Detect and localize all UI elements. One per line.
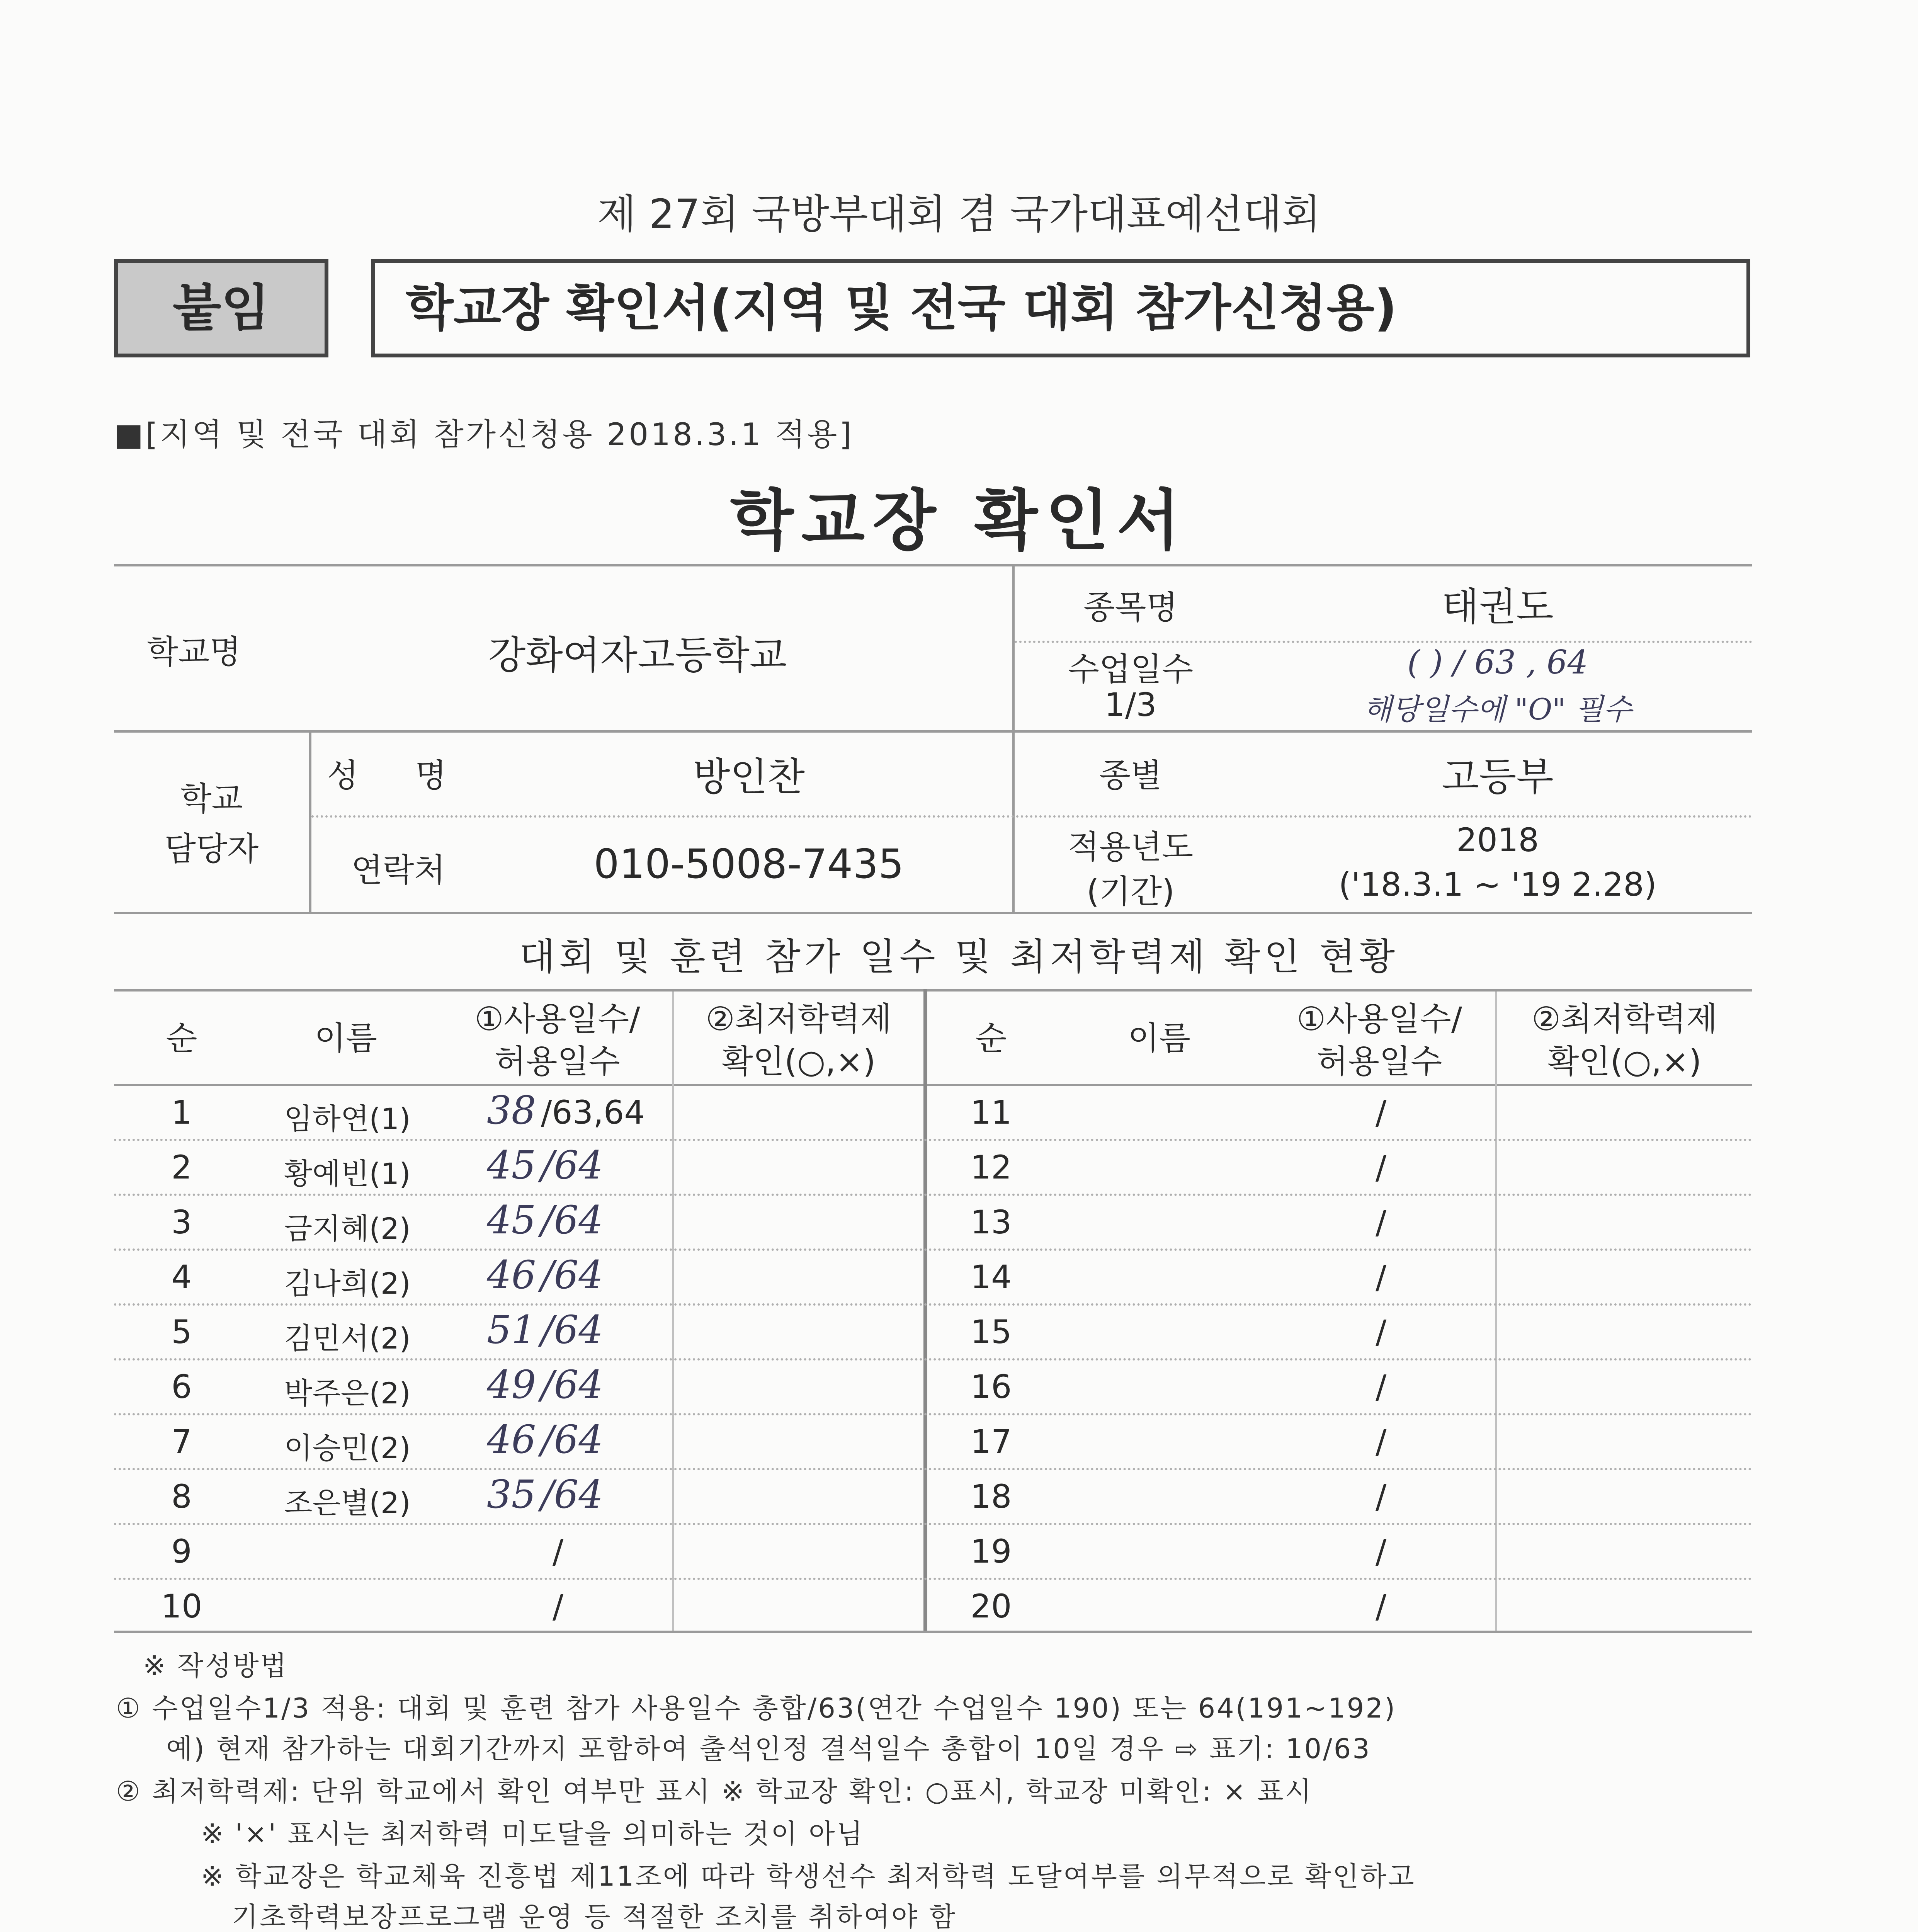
contact-phone-label: 연락처 bbox=[351, 851, 445, 889]
used-days: 49 bbox=[487, 1362, 536, 1407]
division-value: 고등부 bbox=[1442, 754, 1554, 799]
allowed-days: /64 bbox=[541, 1197, 603, 1243]
attachment-tag bbox=[114, 259, 328, 357]
allowed-days: / bbox=[1376, 1203, 1387, 1241]
note-heading: ※ 작성방법 bbox=[143, 1650, 288, 1682]
allowed-days: /64 bbox=[541, 1417, 603, 1462]
header-check-right-1: ②최저학력제 bbox=[1531, 1000, 1718, 1038]
sport-value: 태권도 bbox=[1442, 584, 1554, 629]
allowed-days: / bbox=[1376, 1313, 1387, 1351]
row-no: 20 bbox=[970, 1587, 1012, 1625]
school-name-value: 강화여자고등학교 bbox=[488, 633, 787, 678]
athlete-name: 황예빈(1) bbox=[284, 1156, 411, 1191]
row-no: 9 bbox=[171, 1532, 192, 1570]
athlete-name: 김민서(2) bbox=[284, 1321, 411, 1355]
contact-name-value: 방인찬 bbox=[693, 754, 805, 799]
allowed-days: / bbox=[1376, 1368, 1387, 1406]
allowed-days: /64 bbox=[541, 1252, 603, 1298]
sport-label: 종목명 bbox=[1083, 588, 1178, 626]
used-days: 46 bbox=[487, 1252, 536, 1298]
event-title: 제 27회 국방부대회 겸 국가대표예선대회 bbox=[597, 190, 1321, 238]
used-days: 45 bbox=[487, 1143, 536, 1188]
athlete-name: 이승민(2) bbox=[284, 1431, 411, 1465]
row-no: 1 bbox=[171, 1094, 192, 1131]
allowed-days: / bbox=[1376, 1587, 1387, 1625]
allowed-days: / bbox=[1376, 1258, 1387, 1296]
applicability-note: ■[지역 및 전국 대회 참가신청용 2018.3.1 적용] bbox=[114, 417, 854, 452]
school-contact-label-1: 학교 bbox=[180, 780, 243, 818]
note-line: 예) 현재 참가하는 대회기간까지 포함하여 출석인정 결석일수 총합이 10일 경우 ⇨ 표기: 10/63 bbox=[166, 1733, 1371, 1765]
class-days-value: ( ) / 63 , 64 bbox=[1407, 643, 1588, 681]
allowed-days: / bbox=[553, 1587, 564, 1625]
note-line: 기초학력보장프로그램 운영 등 적절한 조치를 취하여야 함 bbox=[232, 1901, 957, 1932]
contact-name-label: 성 명 bbox=[327, 757, 470, 794]
header-days-left-1: ①사용일수/ bbox=[474, 1000, 640, 1038]
used-days: 38 bbox=[487, 1088, 536, 1133]
allowed-days: /64 bbox=[541, 1472, 603, 1517]
row-no: 11 bbox=[970, 1094, 1012, 1131]
header-name-right: 이름 bbox=[1127, 1019, 1191, 1057]
note-line: ※ '×' 표시는 최저학력 미도달을 의미하는 것이 아님 bbox=[201, 1818, 864, 1850]
section-title: 대회 및 훈련 참가 일수 및 최저학력제 확인 현황 bbox=[519, 935, 1399, 978]
header-check-right-2: 확인(○,×) bbox=[1547, 1043, 1702, 1080]
row-no: 3 bbox=[171, 1203, 192, 1241]
row-no: 17 bbox=[970, 1423, 1012, 1461]
allowed-days: /64 bbox=[541, 1362, 603, 1407]
row-no: 12 bbox=[970, 1148, 1012, 1186]
row-no: 19 bbox=[970, 1532, 1012, 1570]
header-days-right-1: ①사용일수/ bbox=[1296, 1000, 1462, 1038]
allowed-days: /63,64 bbox=[541, 1094, 645, 1131]
used-days: 51 bbox=[487, 1307, 536, 1352]
athlete-name: 임하연(1) bbox=[284, 1102, 411, 1136]
attachment-tag-label: 붙임 bbox=[172, 279, 270, 337]
used-days: 45 bbox=[487, 1197, 536, 1243]
allowed-days: / bbox=[1376, 1423, 1387, 1461]
allowed-days: / bbox=[1376, 1532, 1387, 1570]
header-no-left: 순 bbox=[166, 1019, 197, 1057]
note-line: ① 수업일수1/3 적용: 대회 및 훈련 참가 사용일수 총합/63(연간 수업일수 190) 또는 64(191~192) bbox=[116, 1692, 1397, 1724]
allowed-days: /64 bbox=[541, 1143, 603, 1188]
school-contact-label-2: 담당자 bbox=[164, 830, 259, 868]
main-title: 학교장 확인서 bbox=[730, 483, 1188, 559]
header-name-left: 이름 bbox=[314, 1019, 377, 1057]
header-check-left-1: ②최저학력제 bbox=[706, 1000, 892, 1038]
contact-phone-value: 010-5008-7435 bbox=[593, 840, 904, 888]
division-label: 종별 bbox=[1099, 757, 1162, 794]
note-line: ② 최저학력제: 단위 학교에서 확인 여부만 표시 ※ 학교장 확인: ○표시, 학교장 미확인: × 표시 bbox=[116, 1776, 1313, 1807]
row-no: 18 bbox=[970, 1478, 1012, 1515]
header-days-left-2: 허용일수 bbox=[495, 1043, 620, 1080]
allowed-days: / bbox=[553, 1532, 564, 1570]
used-days: 46 bbox=[487, 1417, 536, 1462]
athlete-name: 금지혜(2) bbox=[284, 1211, 411, 1246]
school-name-label: 학교명 bbox=[147, 633, 241, 671]
allowed-days: /64 bbox=[541, 1307, 603, 1352]
header-check-left-2: 확인(○,×) bbox=[721, 1043, 876, 1080]
row-no: 4 bbox=[171, 1258, 192, 1296]
row-no: 8 bbox=[171, 1478, 192, 1515]
allowed-days: / bbox=[1376, 1478, 1387, 1515]
athlete-name: 조은별(2) bbox=[284, 1486, 411, 1520]
note-line: ※ 학교장은 학교체육 진흥법 제11조에 따라 학생선수 최저학력 도달여부를 의무적으로 확인하고 bbox=[201, 1861, 1416, 1892]
class-days-ratio-label: 1/3 bbox=[1104, 686, 1157, 724]
row-no: 15 bbox=[970, 1313, 1012, 1351]
allowed-days: / bbox=[1376, 1094, 1387, 1131]
row-no: 14 bbox=[970, 1258, 1012, 1296]
header-no-right: 순 bbox=[975, 1019, 1007, 1057]
row-no: 13 bbox=[970, 1203, 1012, 1241]
row-no: 6 bbox=[171, 1368, 192, 1406]
year-period-value: ('18.3.1 ~ '19 2.28) bbox=[1338, 866, 1657, 903]
row-no: 10 bbox=[161, 1587, 202, 1625]
athlete-name: 박주은(2) bbox=[284, 1376, 411, 1410]
row-no: 16 bbox=[970, 1368, 1012, 1406]
athlete-name: 김나희(2) bbox=[284, 1266, 411, 1301]
header-days-right-2: 허용일수 bbox=[1316, 1043, 1442, 1080]
year-period-label: (기간) bbox=[1087, 872, 1175, 910]
doc-title-box bbox=[371, 259, 1750, 357]
year-value: 2018 bbox=[1456, 821, 1539, 859]
used-days: 35 bbox=[487, 1472, 536, 1517]
row-no: 7 bbox=[171, 1423, 192, 1461]
allowed-days: / bbox=[1376, 1148, 1387, 1186]
year-label: 적용년도 bbox=[1068, 828, 1194, 866]
doc-title: 학교장 확인서(지역 및 전국 대회 참가신청용) bbox=[406, 279, 1397, 337]
class-days-label: 수업일수 bbox=[1068, 650, 1194, 688]
row-no: 5 bbox=[171, 1313, 192, 1351]
class-days-instruction: 해당일수에 "O" 필수 bbox=[1363, 692, 1632, 726]
row-no: 2 bbox=[171, 1148, 192, 1186]
